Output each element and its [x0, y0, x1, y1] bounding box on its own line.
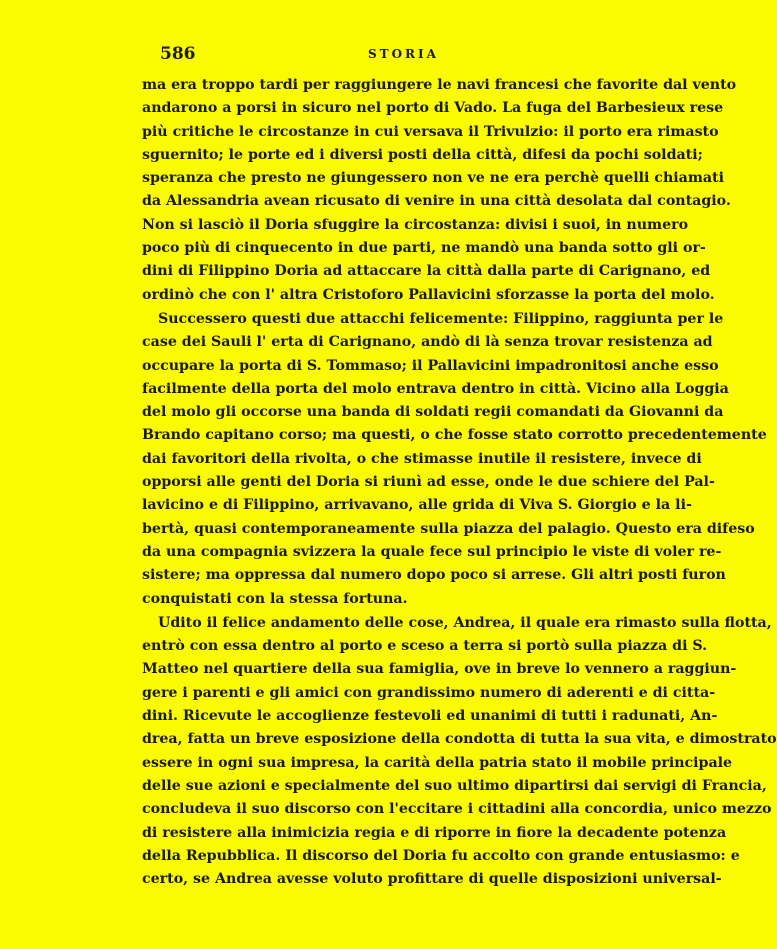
text-line: Brando capitano corso; ma questi, o che fosse stato corrotto precedentemente — [142, 427, 767, 444]
text-line: da Alessandria avean ricusato di venire in una città desolata dal contagio. — [142, 193, 731, 210]
text-line: Non si lasciò il Doria sfuggire la circostanza: divisi i suoi, in numero — [142, 216, 689, 233]
text-line: andarono a porsi in sicuro nel porto di Vado. La fuga del Barbesieux rese — [142, 100, 724, 117]
text-line: lavicino e di Filippino, arrivavano, alle grida di Viva S. Giorgio e la li- — [142, 497, 692, 514]
body-text — [142, 74, 777, 891]
text-line: della Repubblica. Il discorso del Doria fu accolto con grande entusiasmo: e — [142, 847, 740, 864]
text-line: gere i parenti e gli amici con grandissimo numero di aderenti e di citta- — [142, 684, 716, 701]
text-line: del molo gli occorse una banda di soldati regii comandati da Giovanni da — [142, 404, 724, 421]
text-line: certo, se Andrea avesse voluto profittare di quelle disposizioni universal- — [142, 871, 722, 888]
text-line: dai favoritori della rivolta, o che stimasse inutile il resistere, invece di — [142, 450, 702, 467]
paragraph — [142, 74, 737, 307]
text-line: poco più di cinquecento in due parti, ne mandò una banda sotto gli or- — [142, 240, 706, 257]
text-line: sguernito; le porte ed i diversi posti della città, difesi da pochi soldati; — [142, 146, 703, 163]
text-line: ordinò che con l' altra Cristoforo Pallavicini sforzasse la porta del molo. — [142, 286, 715, 303]
text-line: dini. Ricevute le accoglienze festevoli ed unanimi di tutti i radunati, An- — [142, 708, 718, 725]
text-line: entrò con essa dentro al porto e sceso a terra si portò sulla piazza di S. — [142, 638, 708, 655]
text-line: speranza che presto ne giungessero non ve ne era perchè quelli chiamati — [142, 170, 724, 187]
text-line: opporsi alle genti del Doria si riunì ad esse, onde le due schiere del Pal- — [142, 474, 715, 491]
page-number: 586 — [160, 44, 196, 64]
text-line: ma era troppo tardi per raggiungere le navi francesi che favorite dal vento — [142, 77, 737, 93]
text-line: delle sue azioni e specialmente del suo ultimo dipartirsi dai servigi di Francia, — [142, 777, 767, 794]
text-line: Udito il felice andamento delle cose, Andrea, il quale era rimasto sulla flotta, — [158, 614, 772, 631]
text-line: concludeva il suo discorso con l'eccitare i cittadini alla concordia, unico mezzo — [142, 801, 772, 818]
text-line: da una compagnia svizzera la quale fece sul principio le viste di voler re- — [142, 543, 722, 560]
text-line: Matteo nel quartiere della sua famiglia, ove in breve lo vennero a raggiun- — [142, 661, 737, 678]
text-line: drea, fatta un breve esposizione della condotta di tutta la sua vita, e dimostrato — [142, 731, 777, 748]
running-head: STORIA — [368, 47, 439, 61]
text-line: facilmente della porta del molo entrava dentro in città. Vicino alla Loggia — [142, 380, 729, 397]
text-line: occupare la porta di S. Tommaso; il Pallavicini impadronitosi anche esso — [142, 357, 719, 374]
text-line: dini di Filippino Doria ad attaccare la città dalla parte di Carignano, ed — [142, 263, 711, 280]
paragraph — [142, 308, 767, 611]
text-line: essere in ogni sua impresa, la carità della patria stato il mobile principale — [142, 754, 733, 771]
text-line: bertà, quasi contemporaneamente sulla piazza del palagio. Questo era difeso — [142, 520, 755, 537]
text-line: Successero questi due attacchi felicemente: Filippino, raggiunta per le — [158, 310, 724, 327]
text-line: più critiche le circostanze in cui versava il Trivulzio: il porto era rimasto — [142, 123, 719, 140]
text-line: sistere; ma oppressa dal numero dopo poco si arrese. Gli altri posti furon — [142, 567, 726, 584]
page-header — [160, 44, 620, 66]
text-line: conquistati con la stessa fortuna. — [142, 590, 408, 607]
text-line: case dei Sauli l' erta di Carignano, andò di là senza trovar resistenza ad — [142, 334, 713, 351]
paragraph — [142, 612, 777, 892]
text-line: di resistere alla inimicizia regia e di riporre in fiore la decadente potenza — [142, 824, 727, 841]
